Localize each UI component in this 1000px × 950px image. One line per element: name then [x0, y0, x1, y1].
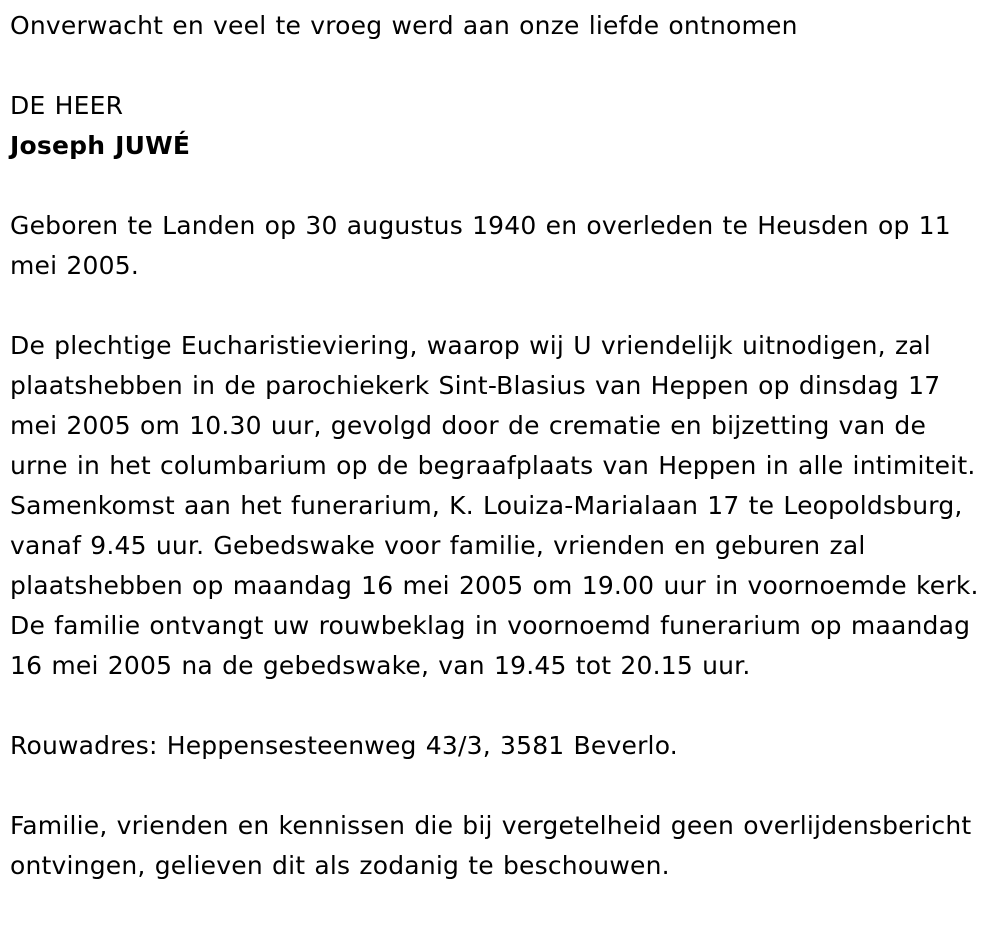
salutation: DE HEER [10, 91, 124, 120]
ceremony-paragraph: De plechtige Eucharistieviering, waarop wij U vriendelijk uitnodigen, zal plaatshebben in de parochiekerk Sint-Blasius van Heppen op dinsdag 17 mei 2005 om 10.30 uur, gevolgd door de crematie en bijzetting van de urne in het columbarium op de begraafplaats van Heppen in alle intimiteit. Samenkomst aan het funerarium, K. Louiza-Marialaan 17 te Leopoldsburg, vanaf 9.45 uur. Gebedswake voor familie, vrienden en geburen zal plaatshebben op maandag 16 mei 2005 om 19.00 uur in voornoemde kerk. De familie ontvangt uw rouwbeklag in voornoemd funerarium op maandag 16 mei 2005 na de gebedswake, van 19.45 tot 20.15 uur. [10, 331, 979, 680]
spacer [10, 166, 990, 206]
spacer [10, 686, 990, 726]
spacer [10, 286, 990, 326]
closing-paragraph: Familie, vrienden en kennissen die bij vergetelheid geen overlijdensbericht ontvingen, gelieven dit als zodanig te beschouwen. [10, 811, 972, 880]
mourning-address: Rouwadres: Heppensesteenweg 43/3, 3581 Beverlo. [10, 731, 678, 760]
spacer [10, 46, 990, 86]
birth-death-paragraph: Geboren te Landen op 30 augustus 1940 en overleden te Heusden op 11 mei 2005. [10, 211, 951, 280]
obituary-notice [10, 6, 990, 886]
deceased-name: Joseph JUWÉ [10, 131, 191, 160]
spacer [10, 766, 990, 806]
intro-line: Onverwacht en veel te vroeg werd aan onze liefde ontnomen [10, 11, 798, 40]
